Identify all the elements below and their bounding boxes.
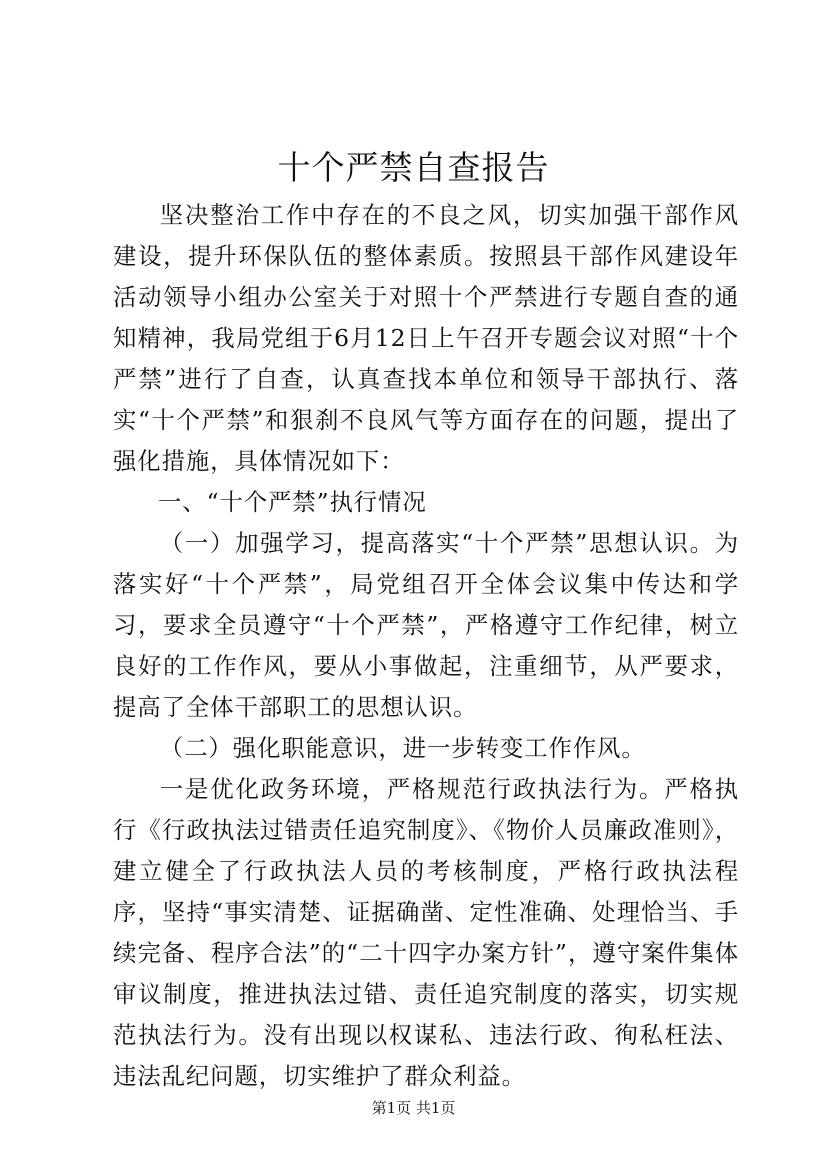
paragraph-enforcement: 一是优化政务环境，严格规范行政执法行为。严格执行《行政执法过错责任追究制度》、《物价人员廉政准则》，建立健全了行政执法人员的考核制度，严格行政执法程序，坚持“事实清楚、证据确凿、定性准确、处理恰当、手续完备、程序合法”的“二十四字办案方针”，遵守案件集体审议制度，推进执法过错、责任追究制度的落实，切实规范执法行为。没有出现以权谋私、违法行政、徇私枉法、违法乱纪问题，切实维护了群众利益。 [113,775,739,1090]
document-title: 十个严禁自查报告 [277,148,550,187]
paragraph-study: （一）加强学习，提高落实“十个严禁”思想认识。为落实好“十个严禁”，局党组召开全体会议集中传达和学习，要求全员遵守“十个严禁”，严格遵守工作纪律，树立良好的工作作风，要从小事做起，注重细节，从严要求，提高了全体干部职工的思想认识。 [113,529,739,721]
page-footer: 第1页 共1页 [371,1099,456,1117]
section-heading: 一、“十个严禁”执行情况 [158,488,427,516]
paragraph-subheading: （二）强化职能意识，进一步转变工作作风。 [159,734,646,762]
paragraph-intro: 坚决整治工作中存在的不良之风，切实加强干部作风建设，提升环保队伍的整体素质。按照县干部作风建设年活动领导小组办公室关于对照十个严禁进行专题自查的通知精神，我局党组于6月12日上午召开专题会议对照“十个严禁”进行了自查，认真查找本单位和领导干部执行、落实“十个严禁”和狠刹不良风气等方面存在的问题，提出了强化措施，具体情况如下： [113,201,739,475]
document-body [113,195,739,1097]
